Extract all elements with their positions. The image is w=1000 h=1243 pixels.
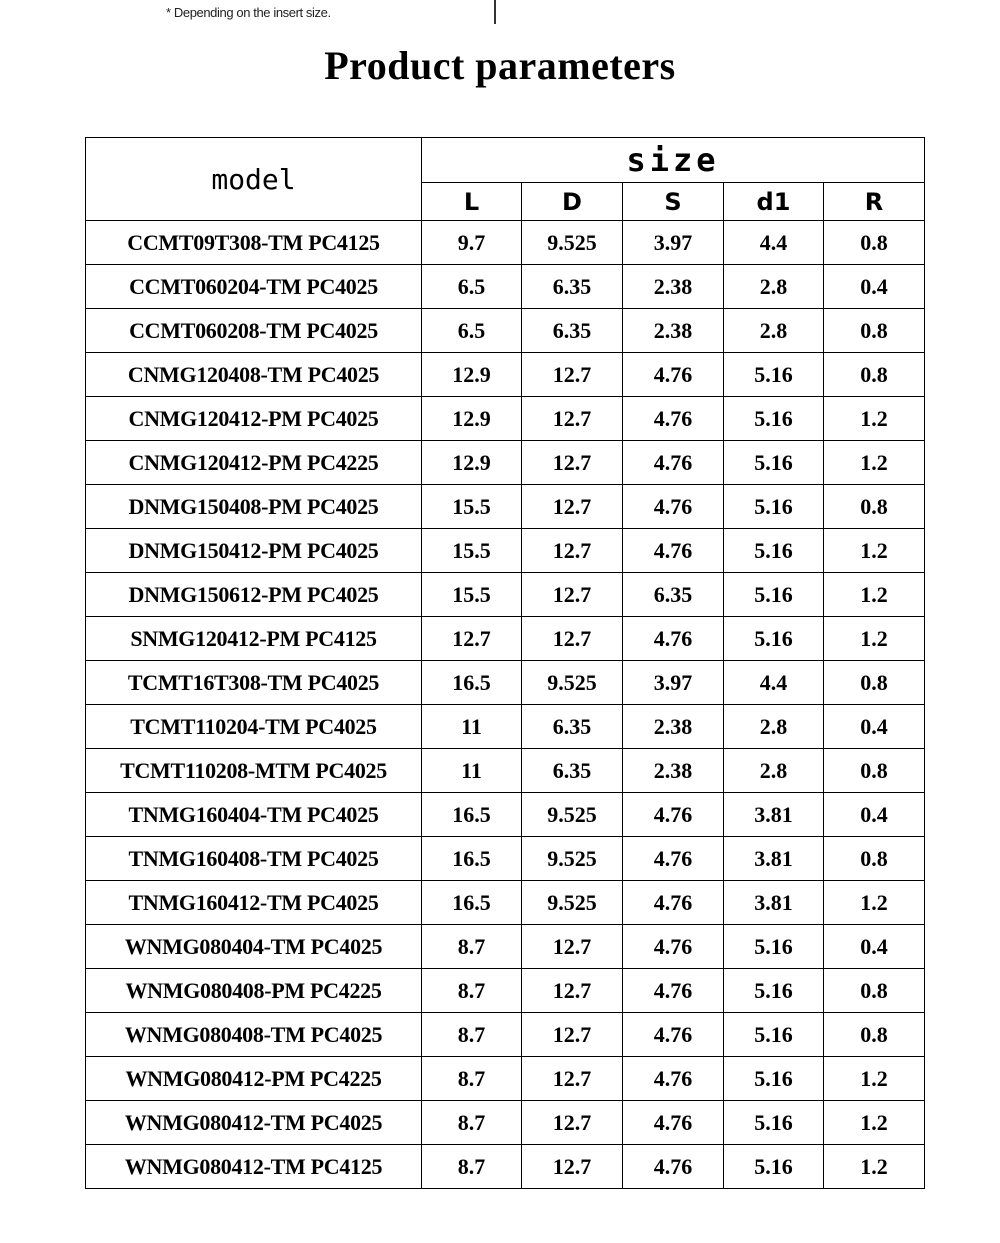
value-cell-l: 8.7 (422, 1101, 522, 1145)
value-cell-d: 12.7 (522, 1057, 623, 1101)
value-cell-s: 4.76 (623, 1101, 724, 1145)
value-cell-r: 1.2 (824, 1145, 925, 1189)
value-cell-l: 11 (422, 749, 522, 793)
value-cell-d1: 5.16 (724, 441, 824, 485)
model-cell: CCMT09T308-TM PC4125 (86, 221, 422, 265)
model-cell: CNMG120412-PM PC4025 (86, 397, 422, 441)
value-cell-d: 12.7 (522, 969, 623, 1013)
value-cell-s: 6.35 (623, 573, 724, 617)
column-header-l: L (422, 183, 522, 221)
value-cell-d1: 5.16 (724, 617, 824, 661)
value-cell-d1: 2.8 (724, 705, 824, 749)
value-cell-l: 12.9 (422, 353, 522, 397)
value-cell-s: 4.76 (623, 485, 724, 529)
table-row (86, 397, 925, 441)
table-row (86, 925, 925, 969)
table-row (86, 705, 925, 749)
model-cell: SNMG120412-PM PC4125 (86, 617, 422, 661)
value-cell-l: 15.5 (422, 573, 522, 617)
value-cell-d: 9.525 (522, 837, 623, 881)
value-cell-l: 12.9 (422, 441, 522, 485)
value-cell-s: 2.38 (623, 705, 724, 749)
model-cell: WNMG080408-TM PC4025 (86, 1013, 422, 1057)
value-cell-s: 3.97 (623, 221, 724, 265)
value-cell-s: 2.38 (623, 265, 724, 309)
value-cell-r: 0.8 (824, 749, 925, 793)
value-cell-l: 16.5 (422, 793, 522, 837)
value-cell-d: 12.7 (522, 441, 623, 485)
value-cell-l: 8.7 (422, 1145, 522, 1189)
value-cell-d: 6.35 (522, 309, 623, 353)
table-row (86, 573, 925, 617)
value-cell-d1: 5.16 (724, 1013, 824, 1057)
model-cell: TCMT110208-MTM PC4025 (86, 749, 422, 793)
column-header-d1: d1 (724, 183, 824, 221)
value-cell-r: 1.2 (824, 1057, 925, 1101)
model-cell: WNMG080412-TM PC4125 (86, 1145, 422, 1189)
value-cell-r: 0.4 (824, 793, 925, 837)
table-row (86, 881, 925, 925)
value-cell-s: 4.76 (623, 1013, 724, 1057)
value-cell-d1: 4.4 (724, 221, 824, 265)
value-cell-s: 4.76 (623, 441, 724, 485)
value-cell-d: 6.35 (522, 705, 623, 749)
value-cell-s: 2.38 (623, 309, 724, 353)
value-cell-d: 12.7 (522, 1013, 623, 1057)
model-cell: DNMG150408-PM PC4025 (86, 485, 422, 529)
value-cell-r: 0.8 (824, 1013, 925, 1057)
model-cell: DNMG150412-PM PC4025 (86, 529, 422, 573)
table-row (86, 441, 925, 485)
value-cell-s: 3.97 (623, 661, 724, 705)
value-cell-r: 0.8 (824, 661, 925, 705)
value-cell-s: 4.76 (623, 881, 724, 925)
column-header-r: R (824, 183, 925, 221)
table-row (86, 1145, 925, 1189)
table-row (86, 837, 925, 881)
value-cell-d1: 4.4 (724, 661, 824, 705)
value-cell-r: 0.8 (824, 837, 925, 881)
value-cell-r: 1.2 (824, 881, 925, 925)
table-row (86, 485, 925, 529)
value-cell-d: 6.35 (522, 749, 623, 793)
table-row (86, 1101, 925, 1145)
value-cell-l: 16.5 (422, 837, 522, 881)
value-cell-r: 0.8 (824, 309, 925, 353)
model-cell: TCMT16T308-TM PC4025 (86, 661, 422, 705)
table-row (86, 617, 925, 661)
value-cell-d: 12.7 (522, 353, 623, 397)
value-cell-s: 4.76 (623, 529, 724, 573)
table-row (86, 265, 925, 309)
model-cell: WNMG080404-TM PC4025 (86, 925, 422, 969)
value-cell-s: 4.76 (623, 1145, 724, 1189)
value-cell-r: 0.8 (824, 969, 925, 1013)
value-cell-l: 12.7 (422, 617, 522, 661)
value-cell-r: 1.2 (824, 397, 925, 441)
model-cell: WNMG080408-PM PC4225 (86, 969, 422, 1013)
model-cell: CNMG120408-TM PC4025 (86, 353, 422, 397)
value-cell-d1: 5.16 (724, 925, 824, 969)
value-cell-d: 12.7 (522, 529, 623, 573)
product-parameters-table (85, 137, 925, 1189)
value-cell-l: 8.7 (422, 1013, 522, 1057)
table-header-row (86, 138, 925, 183)
value-cell-d1: 3.81 (724, 881, 824, 925)
model-cell: TCMT110204-TM PC4025 (86, 705, 422, 749)
value-cell-r: 0.8 (824, 353, 925, 397)
value-cell-s: 4.76 (623, 397, 724, 441)
model-cell: TNMG160412-TM PC4025 (86, 881, 422, 925)
value-cell-s: 4.76 (623, 1057, 724, 1101)
value-cell-d1: 5.16 (724, 1057, 824, 1101)
table-row (86, 1013, 925, 1057)
value-cell-d1: 5.16 (724, 1101, 824, 1145)
value-cell-r: 1.2 (824, 1101, 925, 1145)
page-title: Product parameters (324, 43, 676, 88)
table-row (86, 969, 925, 1013)
value-cell-s: 2.38 (623, 749, 724, 793)
model-cell: CCMT060204-TM PC4025 (86, 265, 422, 309)
table-row (86, 353, 925, 397)
model-cell: WNMG080412-TM PC4025 (86, 1101, 422, 1145)
table-row (86, 661, 925, 705)
value-cell-s: 4.76 (623, 793, 724, 837)
value-cell-l: 9.7 (422, 221, 522, 265)
value-cell-d1: 5.16 (724, 529, 824, 573)
value-cell-r: 1.2 (824, 617, 925, 661)
value-cell-l: 8.7 (422, 1057, 522, 1101)
table-row (86, 749, 925, 793)
model-cell: TNMG160404-TM PC4025 (86, 793, 422, 837)
value-cell-l: 16.5 (422, 881, 522, 925)
value-cell-r: 0.4 (824, 925, 925, 969)
value-cell-d1: 5.16 (724, 485, 824, 529)
value-cell-d1: 2.8 (724, 749, 824, 793)
footnote: * Depending on the insert size. (166, 5, 331, 20)
value-cell-d: 9.525 (522, 881, 623, 925)
value-cell-l: 15.5 (422, 529, 522, 573)
value-cell-d1: 5.16 (724, 969, 824, 1013)
size-header: size (422, 138, 925, 183)
value-cell-s: 4.76 (623, 969, 724, 1013)
value-cell-l: 11 (422, 705, 522, 749)
value-cell-d: 12.7 (522, 573, 623, 617)
value-cell-s: 4.76 (623, 353, 724, 397)
value-cell-l: 15.5 (422, 485, 522, 529)
column-header-d: D (522, 183, 623, 221)
value-cell-d: 12.7 (522, 1145, 623, 1189)
value-cell-r: 0.4 (824, 705, 925, 749)
value-cell-r: 1.2 (824, 441, 925, 485)
table-row (86, 793, 925, 837)
table-row (86, 309, 925, 353)
value-cell-d1: 5.16 (724, 397, 824, 441)
table-body (86, 221, 925, 1189)
table-row (86, 1057, 925, 1101)
value-cell-l: 6.5 (422, 265, 522, 309)
value-cell-d: 12.7 (522, 925, 623, 969)
value-cell-d: 9.525 (522, 661, 623, 705)
value-cell-r: 1.2 (824, 573, 925, 617)
table-row (86, 221, 925, 265)
value-cell-d: 12.7 (522, 617, 623, 661)
value-cell-d1: 5.16 (724, 1145, 824, 1189)
value-cell-d: 9.525 (522, 793, 623, 837)
value-cell-d1: 2.8 (724, 309, 824, 353)
table-row (86, 529, 925, 573)
value-cell-s: 4.76 (623, 925, 724, 969)
value-cell-r: 0.8 (824, 485, 925, 529)
divider-line (494, 0, 496, 24)
value-cell-l: 16.5 (422, 661, 522, 705)
value-cell-d: 12.7 (522, 397, 623, 441)
value-cell-r: 0.8 (824, 221, 925, 265)
value-cell-l: 8.7 (422, 969, 522, 1013)
value-cell-d: 12.7 (522, 1101, 623, 1145)
model-cell: CCMT060208-TM PC4025 (86, 309, 422, 353)
value-cell-d1: 2.8 (724, 265, 824, 309)
model-cell: CNMG120412-PM PC4225 (86, 441, 422, 485)
value-cell-s: 4.76 (623, 837, 724, 881)
model-cell: TNMG160408-TM PC4025 (86, 837, 422, 881)
value-cell-l: 6.5 (422, 309, 522, 353)
value-cell-d1: 5.16 (724, 353, 824, 397)
model-cell: WNMG080412-PM PC4225 (86, 1057, 422, 1101)
value-cell-d1: 3.81 (724, 837, 824, 881)
model-cell: DNMG150612-PM PC4025 (86, 573, 422, 617)
value-cell-d1: 3.81 (724, 793, 824, 837)
value-cell-r: 0.4 (824, 265, 925, 309)
column-header-s: S (623, 183, 724, 221)
value-cell-s: 4.76 (623, 617, 724, 661)
value-cell-l: 8.7 (422, 925, 522, 969)
value-cell-l: 12.9 (422, 397, 522, 441)
value-cell-r: 1.2 (824, 529, 925, 573)
value-cell-d1: 5.16 (724, 573, 824, 617)
value-cell-d: 9.525 (522, 221, 623, 265)
value-cell-d: 12.7 (522, 485, 623, 529)
model-header: model (86, 138, 422, 221)
value-cell-d: 6.35 (522, 265, 623, 309)
